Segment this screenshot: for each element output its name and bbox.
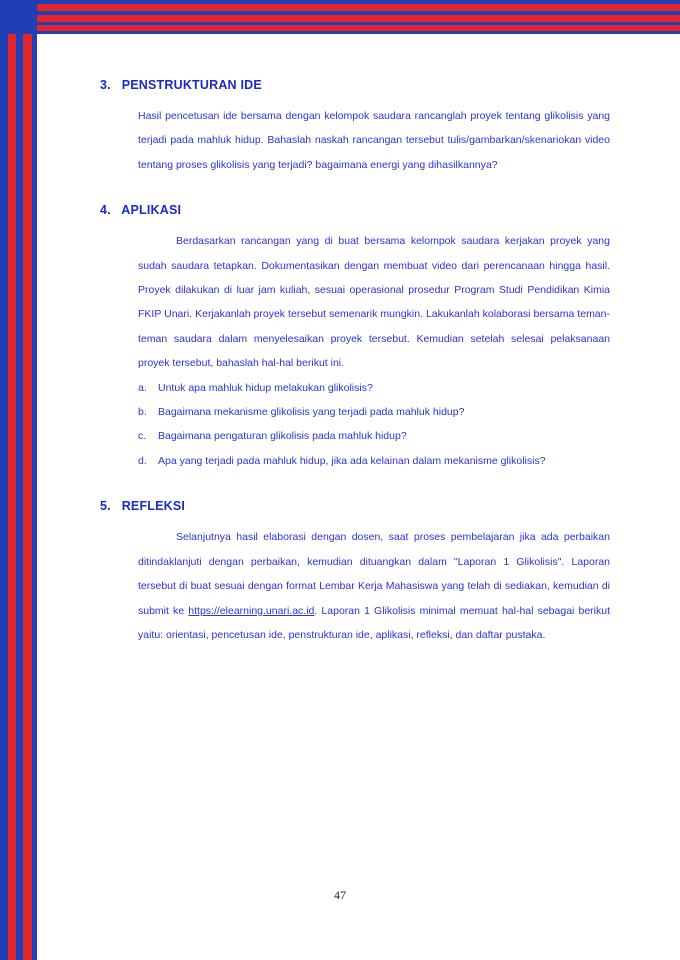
left-blue-stripe — [16, 0, 23, 960]
section-aplikasi — [100, 203, 610, 473]
page-content — [100, 78, 610, 673]
elearning-link[interactable]: https://elearning.unari.ac.id — [188, 604, 315, 617]
section-title: REFLEKSI — [121, 499, 186, 514]
section-paragraph — [138, 525, 610, 647]
question-list — [100, 376, 610, 474]
section-heading — [100, 78, 610, 92]
top-red-stripe — [37, 4, 680, 11]
list-marker: c. — [138, 430, 147, 443]
list-item — [138, 424, 610, 448]
section-paragraph: Berdasarkan rancangan yang di buat bersama kelompok saudara kerjakan proyek yang sudah saudara tetapkan. Dokumentasikan dengan membuat video dari perencanaan hingga hasil. Proyek dilakukan di luar jam kuliah, sesuai operasional prosedur Program Studi Pendidikan Kimia FKIP Unari. Kerjakanlah proyek tersebut semenarik mungkin. Lakukanlah kolaborasi bersama teman-teman saudara dalam menyelesaikan proyek tersebut. Kemudian setelah selesai pelaksanaan proyek tersebut, bahaslah hal-hal berikut ini. — [138, 235, 610, 370]
section-number: 5. — [100, 499, 111, 514]
list-item-text: Untuk apa mahluk hidup melakukan glikolisis? — [158, 381, 373, 394]
top-red-stripe — [37, 25, 680, 31]
list-item-text: Bagaimana pengaturan glikolisis pada mahluk hidup? — [158, 430, 407, 443]
list-item — [138, 376, 610, 400]
section-title: APLIKASI — [121, 203, 182, 218]
list-item — [138, 400, 610, 424]
section-number: 4. — [100, 203, 111, 218]
section-paragraph: Hasil pencetusan ide bersama dengan kelompok saudara rancanglah proyek tentang glikolisis yang terjadi pada mahluk hidup. Bahaslah naskah rancangan tersebut tulis/gambarkan/skenariokan video tentang proses glikolisis yang terjadi? bagaimana energi yang dihasilkannya? — [138, 110, 610, 171]
border-corner — [0, 0, 37, 34]
list-item — [138, 449, 610, 473]
section-title: PENSTRUKTURAN IDE — [121, 78, 262, 92]
left-blue-stripe — [0, 0, 8, 960]
list-marker: d. — [138, 454, 147, 467]
page-number: 47 — [334, 888, 346, 902]
list-item-text: Bagaimana mekanisme glikolisis yang terjadi pada mahluk hidup? — [158, 406, 465, 419]
section-refleksi — [100, 499, 610, 647]
list-item-text: Apa yang terjadi pada mahluk hidup, jika ada kelainan dalam mekanisme glikolisis? — [158, 454, 546, 467]
left-blue-stripe — [32, 0, 37, 960]
section-number: 3. — [100, 78, 111, 92]
paragraph-text: Selanjutnya hasil elaborasi dengan dosen, saat proses pembelajaran jika ada perbaikan ditindaklanjuti dengan perbaikan, kemudian dituangkan dalam "Laporan 1 Glikolisis". Laporan tersebut di buat sesuai dengan format Lembar Kerja Mahasiswa yang telah di sediakan, kemudian di submit ke — [138, 531, 610, 617]
section-heading — [100, 203, 610, 217]
list-marker: a. — [138, 381, 147, 394]
paragraph-text: . Laporan 1 Glikolisis minimal memuat hal-hal sebagai berikut yaitu: orientasi, pencetusan ide, penstrukturan ide, aplikasi, refleksi, dan daftar pustaka. — [138, 604, 611, 641]
top-red-stripe — [37, 15, 680, 22]
left-red-stripe — [23, 0, 32, 960]
list-marker: b. — [138, 406, 147, 419]
left-red-stripe — [8, 0, 16, 960]
section-penstrukturan-ide — [100, 78, 610, 177]
section-heading — [100, 499, 610, 513]
